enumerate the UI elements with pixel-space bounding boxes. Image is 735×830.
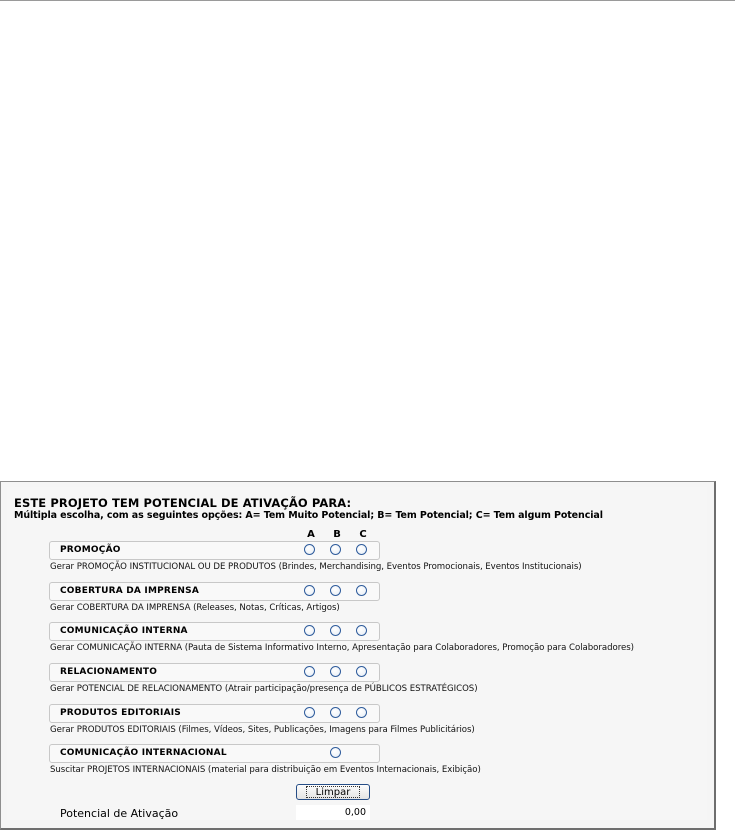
group-relacionamento xyxy=(49,663,380,682)
radio-relacionamento-c[interactable] xyxy=(356,666,367,677)
group-comunicacao-interna xyxy=(49,622,380,641)
group-cobertura-imprensa xyxy=(49,582,380,601)
group-produtos-editoriais xyxy=(49,704,380,723)
radio-comunicacao-interna-a[interactable] xyxy=(304,625,315,636)
radio-produtos-editoriais-b[interactable] xyxy=(330,707,341,718)
group-description: Suscitar PROJETOS INTERNACIONAIS (material para distribuição em Eventos Internacionais, Exibição) xyxy=(50,765,481,775)
group-label: PROMOÇÃO xyxy=(60,545,121,555)
score-field[interactable] xyxy=(296,805,370,820)
column-header-c: C xyxy=(359,529,367,540)
radio-comunicacao-interna-c[interactable] xyxy=(356,625,367,636)
radio-cobertura-a[interactable] xyxy=(304,585,315,596)
clear-button-label: Limpar xyxy=(306,786,360,798)
radio-promocao-a[interactable] xyxy=(304,544,315,555)
radio-produtos-editoriais-a[interactable] xyxy=(304,707,315,718)
group-comunicacao-internacional xyxy=(49,744,380,763)
group-promocao xyxy=(49,541,380,560)
group-label: COBERTURA DA IMPRENSA xyxy=(60,586,199,596)
radio-relacionamento-b[interactable] xyxy=(330,666,341,677)
radio-promocao-b[interactable] xyxy=(330,544,341,555)
column-header-b: B xyxy=(333,529,341,540)
radio-cobertura-c[interactable] xyxy=(356,585,367,596)
group-label: RELACIONAMENTO xyxy=(60,667,158,677)
group-description: Gerar PROMOÇÃO INSTITUCIONAL OU DE PRODUTOS (Brindes, Merchandising, Eventos Promocionais, Eventos Institucionais) xyxy=(50,562,582,572)
group-description: Gerar COBERTURA DA IMPRENSA (Releases, Notas, Críticas, Artigos) xyxy=(50,603,340,613)
group-description: Gerar POTENCIAL DE RELACIONAMENTO (Atrair participação/presença de PÚBLICOS ESTRATÉGICOS) xyxy=(50,684,478,694)
group-label: COMUNICAÇÃO INTERNA xyxy=(60,626,188,636)
group-label: COMUNICAÇÃO INTERNACIONAL xyxy=(60,748,227,758)
column-header-a: A xyxy=(307,529,315,540)
score-label: Potencial de Ativação xyxy=(60,807,179,820)
radio-comunicacao-interna-b[interactable] xyxy=(330,625,341,636)
activation-potential-panel xyxy=(0,481,716,830)
group-description: Gerar COMUNICAÇÃO INTERNA (Pauta de Sistema Informativo Interno, Apresentação para Colaboradores, Promoção para Colaboradores) xyxy=(50,643,634,653)
radio-cobertura-b[interactable] xyxy=(330,585,341,596)
radio-comunicacao-internacional[interactable] xyxy=(330,747,341,758)
top-divider xyxy=(0,0,735,1)
group-label: PRODUTOS EDITORIAIS xyxy=(60,708,181,718)
radio-produtos-editoriais-c[interactable] xyxy=(356,707,367,718)
radio-relacionamento-a[interactable] xyxy=(304,666,315,677)
radio-promocao-c[interactable] xyxy=(356,544,367,555)
form-subtitle: Múltipla escolha, com as seguintes opções: A= Tem Muito Potencial; B= Tem Potencial; C= Tem algum Potencial xyxy=(14,510,603,521)
group-description: Gerar PRODUTOS EDITORIAIS (Filmes, Vídeos, Sites, Publicações, Imagens para Filmes Publicitários) xyxy=(50,725,475,735)
form-title: ESTE PROJETO TEM POTENCIAL DE ATIVAÇÃO PARA: xyxy=(14,496,352,510)
clear-button[interactable] xyxy=(296,784,370,800)
form-area xyxy=(7,487,707,820)
